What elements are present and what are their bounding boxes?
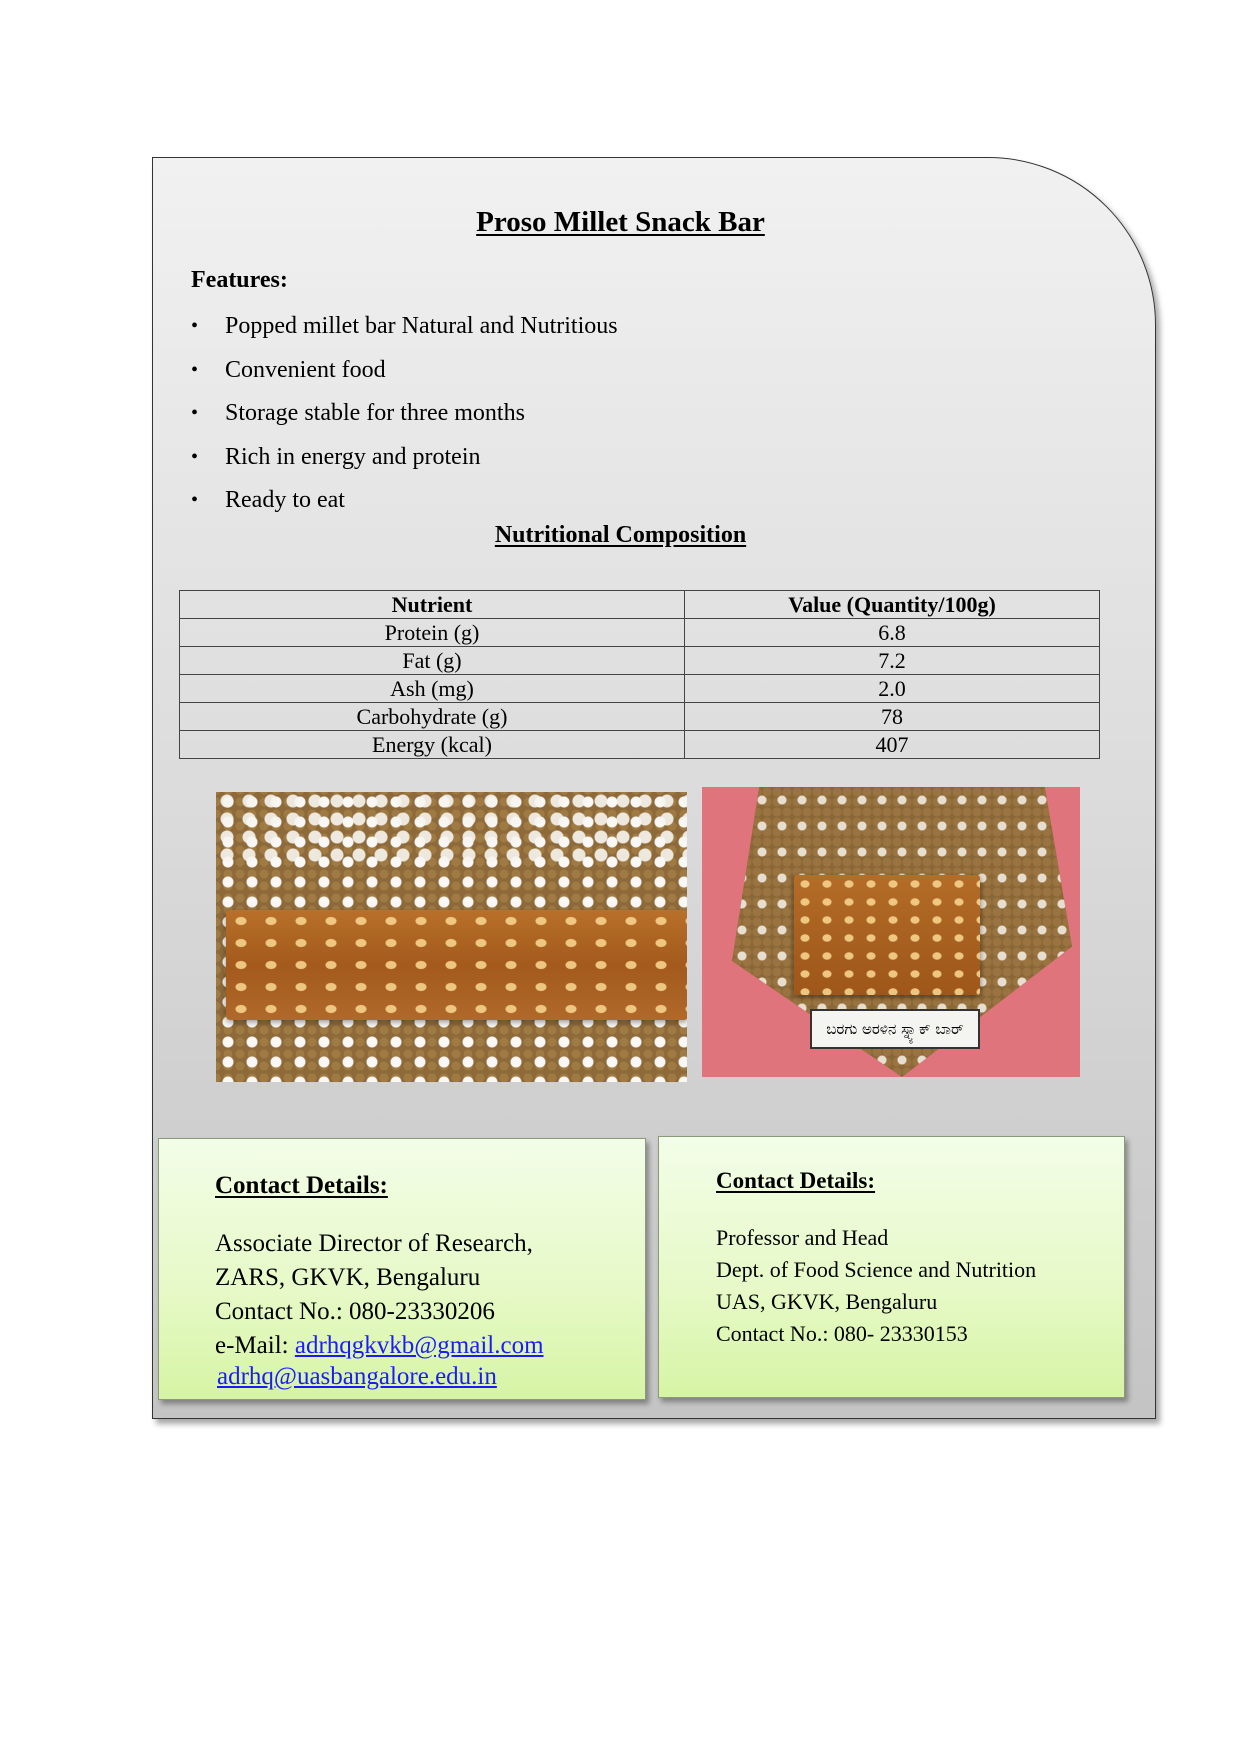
- column-header-value: Value (Quantity/100g): [685, 591, 1100, 619]
- bullet-icon: •: [191, 402, 199, 424]
- contact-lines: [716, 1222, 1036, 1350]
- nutrient-cell: Fat (g): [180, 647, 685, 675]
- contact-department: Dept. of Food Science and Nutrition: [716, 1257, 1037, 1282]
- bullet-icon: •: [191, 358, 199, 381]
- contact-email-line: e-Mail: adrhqgkvkb@gmail.com: [215, 1332, 544, 1359]
- bullet-icon: •: [191, 489, 199, 511]
- contact-email-line-2: [217, 1363, 544, 1391]
- table-row: [180, 731, 1100, 759]
- popped-millet-flakes: [216, 792, 687, 862]
- contact-heading: Contact Details:: [215, 1172, 388, 1199]
- bullet-icon: •: [191, 445, 199, 468]
- contact-address: ZARS, GKVK, Bengaluru: [215, 1264, 481, 1291]
- nutrient-cell: Ash (mg): [180, 675, 685, 703]
- table-header-row: [180, 591, 1100, 619]
- table-row: [180, 703, 1100, 731]
- email-link-gmail[interactable]: adrhqgkvkb@gmail.com: [294, 1332, 544, 1359]
- table-row: [180, 675, 1100, 703]
- contact-box-research: [158, 1138, 646, 1400]
- value-cell: 7.2: [685, 647, 1100, 675]
- feature-item: • Ready to eat: [191, 484, 618, 528]
- nutrient-cell: Carbohydrate (g): [180, 703, 685, 731]
- page-title: Proso Millet Snack Bar: [476, 206, 765, 238]
- snack-bar-photo-plate: [702, 787, 1080, 1077]
- features-list: [191, 310, 618, 528]
- contact-heading: Contact Details:: [716, 1168, 876, 1193]
- email-link-uas[interactable]: adrhq@uasbangalore.edu.in: [217, 1363, 497, 1390]
- features-heading: Features:: [191, 267, 288, 293]
- bullet-icon: •: [191, 315, 199, 337]
- nutrient-cell: Energy (kcal): [180, 731, 685, 759]
- contact-phone: Contact No.: 080-23330206: [215, 1298, 495, 1325]
- product-label-card: ಬರಗು ಅರಳಿನ ಸ್ನ್ಯಾಕ್ ಬಾರ್: [810, 1009, 980, 1049]
- value-cell: 2.0: [685, 675, 1100, 703]
- contact-lines: [215, 1227, 544, 1391]
- feature-item: • Popped millet bar Natural and Nutritious: [191, 310, 618, 354]
- value-cell: 6.8: [685, 619, 1100, 647]
- column-header-nutrient: Nutrient: [180, 591, 685, 619]
- table-row: [180, 619, 1100, 647]
- contact-phone: Contact No.: 080- 23330153: [716, 1321, 968, 1346]
- snack-bar-image: [226, 910, 687, 1020]
- contact-title: Associate Director of Research,: [215, 1230, 533, 1257]
- contact-title: Professor and Head: [716, 1225, 889, 1250]
- value-cell: 407: [685, 731, 1100, 759]
- nutrition-table: [179, 590, 1100, 759]
- contact-box-department: [658, 1136, 1125, 1398]
- contact-address: UAS, GKVK, Bengaluru: [716, 1289, 938, 1314]
- feature-item: • Rich in energy and protein: [191, 441, 618, 485]
- value-cell: 78: [685, 703, 1100, 731]
- nutrient-cell: Protein (g): [180, 619, 685, 647]
- snack-bar-image: [794, 875, 980, 995]
- snack-bar-photo-closeup: [216, 792, 687, 1082]
- feature-item: • Convenient food: [191, 354, 618, 398]
- nutrition-heading: Nutritional Composition: [494, 522, 747, 548]
- table-row: [180, 647, 1100, 675]
- feature-item: • Storage stable for three months: [191, 397, 618, 441]
